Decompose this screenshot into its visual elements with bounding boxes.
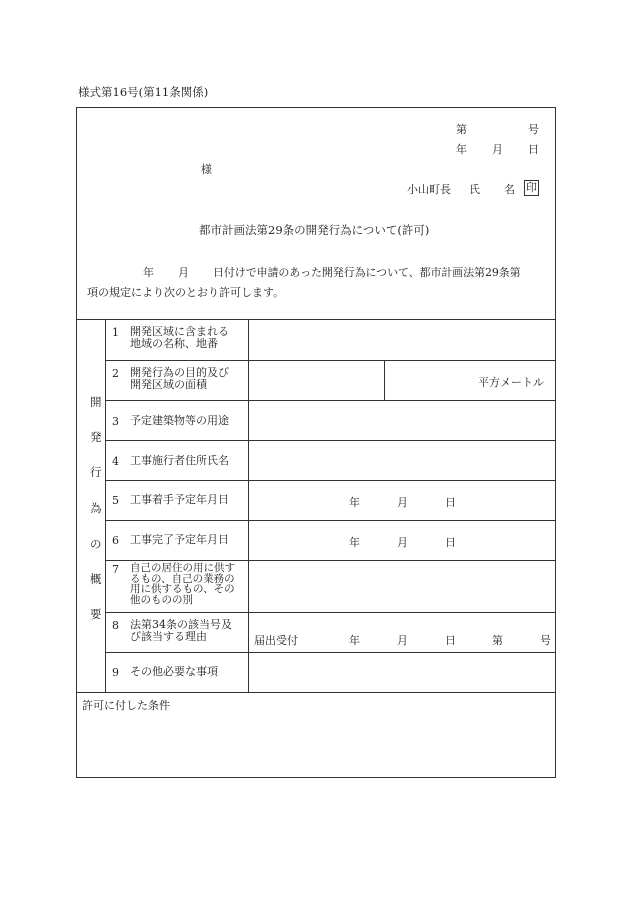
row-label [130, 534, 229, 546]
receipt-label: 届出受付 [254, 634, 298, 647]
vertical-label-char: の [90, 537, 102, 551]
row-label-line: 予定建築物等の用途 [130, 414, 229, 427]
issuer-title: 小山町長 [407, 183, 451, 196]
receipt-year: 年 [349, 634, 360, 647]
end-date-day: 日 [445, 536, 456, 549]
row-label-line: 他のものの別 [130, 593, 193, 606]
row-number: 7 [112, 563, 119, 576]
row-label [130, 494, 229, 506]
row-label [130, 666, 218, 678]
issuer-name-2: 名 [504, 183, 515, 196]
row-number: 1 [112, 326, 119, 339]
row-number: 6 [112, 534, 119, 547]
receipt-number-suffix: 号 [540, 634, 551, 647]
row-rule [105, 612, 556, 613]
vertical-label-char: 開 [90, 395, 102, 409]
row-label [130, 619, 232, 643]
row-label-line: 工事着手予定年月日 [130, 493, 229, 506]
row-number: 2 [112, 367, 119, 380]
row-label [130, 455, 229, 467]
row-rule [105, 520, 556, 521]
vertical-label-char: 発 [90, 430, 102, 444]
row-label-line: 工事施行者住所氏名 [130, 454, 229, 467]
body-text-line2: 項の規定により次のとおり許可します。 [87, 286, 285, 299]
vertical-label-divider [105, 319, 106, 692]
body-year: 年 [143, 266, 154, 279]
row-number: 5 [112, 494, 119, 507]
start-date-year: 年 [349, 496, 360, 509]
row-label-line: 開発行為の目的及び [130, 366, 229, 379]
row-label-line: び該当する理由 [130, 630, 207, 643]
form-number-label: 様式第16号(第11条関係) [78, 85, 209, 99]
doc-date-day: 日 [528, 143, 539, 156]
row-rule [105, 440, 556, 441]
vertical-label-char: 要 [90, 607, 102, 621]
doc-number-prefix: 第 [456, 123, 467, 136]
vertical-label-char: 行 [90, 465, 102, 479]
row-rule [105, 400, 556, 401]
row-label-line: 開発区域の面積 [130, 378, 207, 391]
row-label-line: 工事完了予定年月日 [130, 533, 229, 546]
row-label-line: 法第34条の該当号及 [130, 618, 232, 631]
row-label [130, 563, 235, 605]
seal-mark: 印 [526, 181, 537, 194]
row-label-line: 用に供するもの、その [130, 583, 235, 595]
end-date-month: 月 [397, 536, 408, 549]
table-bottom-rule [76, 692, 556, 693]
row-label-line: その他必要な事項 [130, 665, 218, 678]
row-rule [105, 360, 556, 361]
vertical-label-char: 概 [90, 572, 102, 586]
body-month: 月 [178, 266, 189, 279]
row-rule [105, 560, 556, 561]
row-label [130, 415, 229, 427]
label-value-divider [248, 319, 249, 692]
row-rule [105, 480, 556, 481]
conditions-label: 許可に付した条件 [82, 699, 170, 712]
row-label-line: 地域の名称、地番 [130, 337, 218, 350]
document-title: 都市計画法第29条の開発行為について(許可) [199, 223, 430, 237]
area-unit: 平方メートル [478, 376, 544, 389]
row-number: 9 [112, 666, 119, 679]
row-label-line: るもの、自己の業務の [130, 572, 235, 585]
vertical-label-char: 為 [90, 501, 102, 515]
end-date-year: 年 [349, 536, 360, 549]
start-date-month: 月 [397, 496, 408, 509]
area-divider [384, 360, 385, 400]
row-number: 8 [112, 619, 119, 632]
row-number: 3 [112, 415, 119, 428]
receipt-month: 月 [397, 634, 408, 647]
body-text-line1: 日付けで申請のあった開発行為について、都市計画法第29条第 [213, 266, 521, 279]
row-label-line: 自己の居住の用に供す [130, 562, 235, 574]
row-label-line: 開発区域に含まれる [130, 325, 229, 338]
doc-date-year: 年 [456, 143, 467, 156]
start-date-day: 日 [445, 496, 456, 509]
receipt-day: 日 [445, 634, 456, 647]
doc-date-month: 月 [492, 143, 503, 156]
row-rule [105, 652, 556, 653]
doc-number-suffix: 号 [528, 123, 539, 136]
table-top-rule [76, 319, 556, 320]
row-label [130, 326, 229, 350]
receipt-number-prefix: 第 [492, 634, 503, 647]
row-label [130, 367, 229, 391]
addressee-suffix: 様 [201, 163, 212, 176]
issuer-name-1: 氏 [469, 183, 480, 196]
row-number: 4 [112, 455, 119, 468]
